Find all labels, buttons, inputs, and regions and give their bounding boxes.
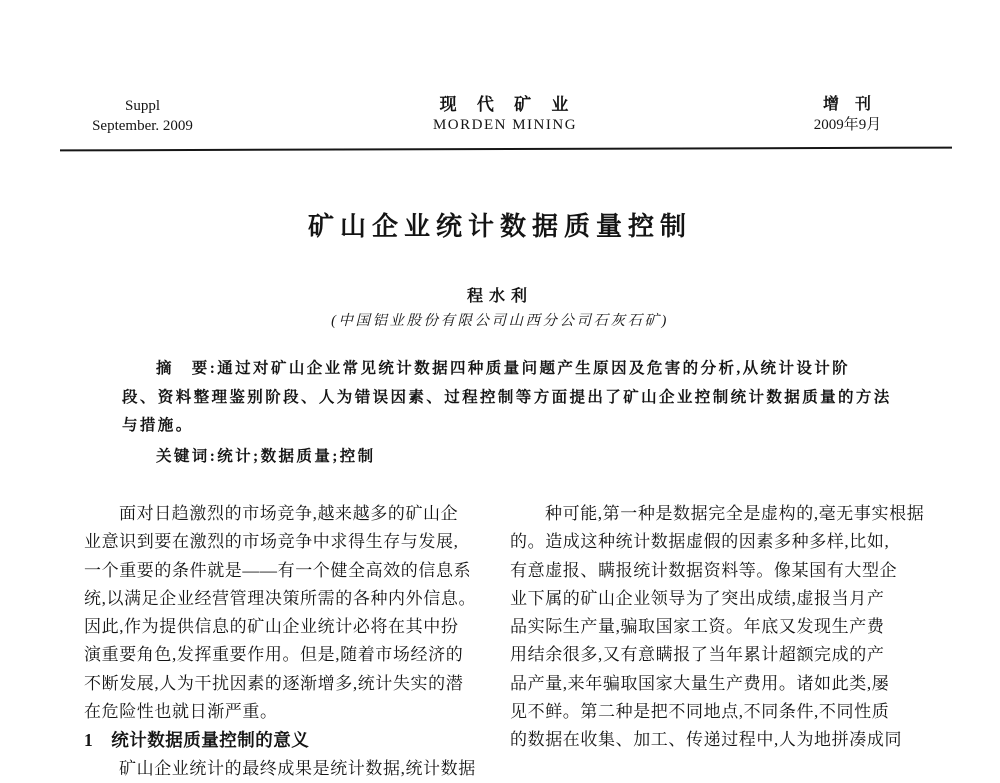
author-affiliation: (中国铝业股份有限公司山西分公司石灰石矿) xyxy=(331,313,669,329)
issue-label-en: Suppl xyxy=(124,98,160,114)
supplement-label-cn: 增 刊 xyxy=(822,96,872,113)
body-text-line: 在危险性也就日渐严重。 xyxy=(84,702,278,722)
body-text-line: 用结余很多,又有意瞒报了当年累计超额完成的产 xyxy=(510,645,885,665)
body-text-line-clipped: 矿山企业统计的最终成果是统计数据,统计数据 xyxy=(119,758,476,778)
keywords-line: 关键词:统计;数据质量;控制 xyxy=(156,448,376,465)
author-name: 程水利 xyxy=(466,288,533,305)
abstract-line: 与措施。 xyxy=(122,417,194,434)
body-text-line: 不断发展,人为干扰因素的逐渐增多,统计失实的潜 xyxy=(84,673,464,693)
body-text-line: 因此,作为提供信息的矿山企业统计必将在其中扮 xyxy=(84,617,459,637)
abstract-line: 摘 要:通过对矿山企业常见统计数据四种质量问题产生原因及危害的分析,从统计设计阶 xyxy=(156,360,851,377)
journal-title-block xyxy=(375,94,635,135)
section-1-heading: 1 统计数据质量控制的意义 xyxy=(84,730,310,751)
body-text-line: 的数据在收集、加工、传递过程中,人为地拼凑成同 xyxy=(510,730,903,750)
issue-date-en: September. 2009 xyxy=(92,118,193,134)
right-paragraph xyxy=(510,500,924,755)
body-text-line: 演重要角色,发挥重要作用。但是,随着市场经济的 xyxy=(84,645,464,665)
journal-name-cn: 现 代 矿 业 xyxy=(439,95,571,114)
body-column-left xyxy=(84,500,498,783)
body-text-line: 的。造成这种统计数据虚假的因素多种多样,比如, xyxy=(510,532,890,552)
abstract-line: 段、资料整理鉴别阶段、人为错误因素、过程控制等方面提出了矿山企业控制统计数据质量的方法 xyxy=(122,388,892,406)
body-text-line: 品实际生产量,骗取国家工资。年底又发现生产费 xyxy=(510,617,885,637)
body-text-line: 一个重要的条件就是——有一个健全高效的信息系 xyxy=(84,560,472,580)
body-text-line: 种可能,第一种是数据完全是虚构的,毫无事实根据 xyxy=(545,504,925,523)
body-column-right xyxy=(510,500,924,755)
body-text-line: 品产量,来年骗取国家大量生产费用。诸如此类,屡 xyxy=(510,673,890,693)
journal-name-en: MORDEN MINING xyxy=(432,117,578,133)
body-text-line: 业意识到要在激烈的市场竞争中求得生存与发展, xyxy=(84,532,459,552)
left-paragraph xyxy=(84,500,498,726)
header-supplement-info xyxy=(780,94,915,136)
article-title: 矿山企业统计数据质量控制 xyxy=(307,212,692,241)
body-text-line: 见不鲜。第二种是把不同地点,不同条件,不同性质 xyxy=(510,702,890,722)
header-issue-info xyxy=(70,96,215,136)
header-divider-rule xyxy=(60,147,952,152)
issue-date-cn: 2009年9月 xyxy=(813,117,882,133)
body-text-line: 业下属的矿山企业领导为了突出成绩,虚报当月产 xyxy=(510,588,885,608)
abstract-block xyxy=(122,355,892,441)
body-text-line: 有意虚报、瞒报统计数据资料等。像某国有大型企 xyxy=(510,560,898,580)
body-text-line: 统,以满足企业经营管理决策所需的各种内外信息。 xyxy=(84,588,477,608)
body-text-line: 面对日趋激烈的市场竞争,越来越多的矿山企 xyxy=(119,504,459,523)
